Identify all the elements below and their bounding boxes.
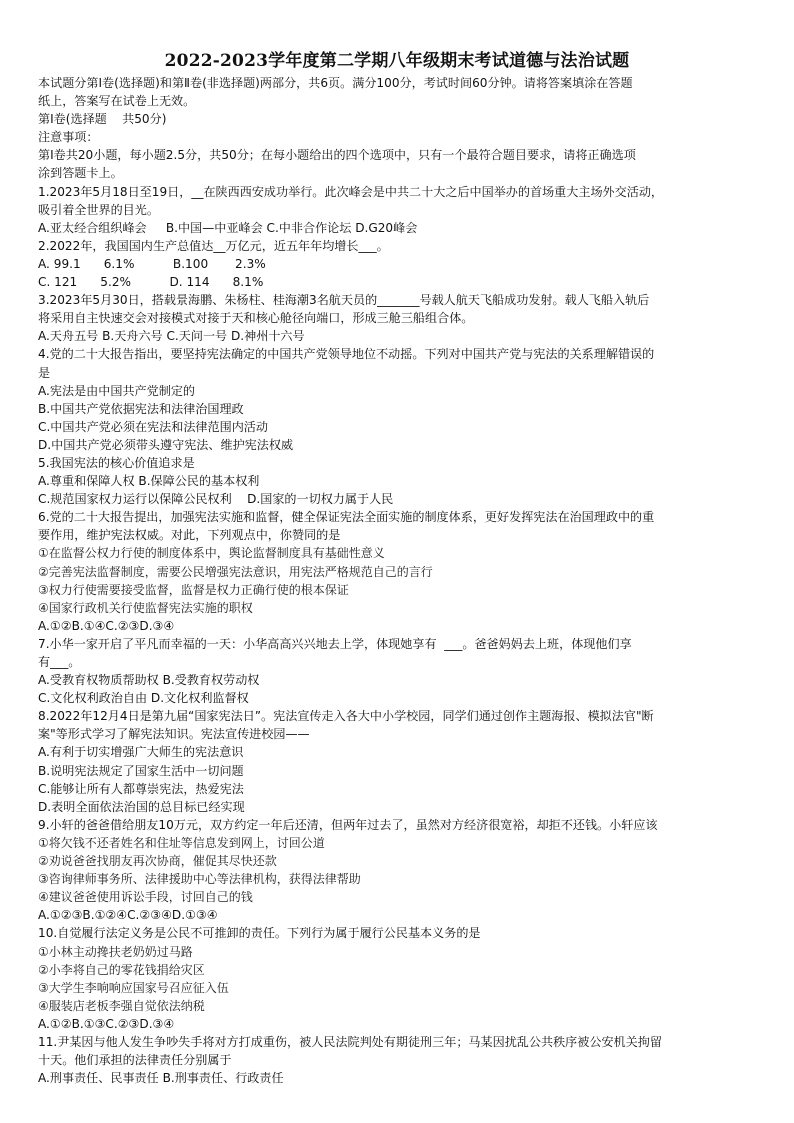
instruction-line: 注意事项： (38, 130, 99, 145)
answer-options-line: C.能够让所有人都尊崇宪法，热爱宪法 (38, 781, 244, 796)
statement-item: ④建议爸爸使用诉讼手段，讨回自己的钱 (38, 890, 253, 905)
answer-options-line: A.宪法是由中国共产党制定的 (38, 383, 196, 398)
question-stem-line: 5.我国宪法的核心价值追求是 (38, 455, 195, 470)
answer-options-line: C.文化权利政治自由 D.文化权利监督权 (38, 691, 249, 706)
statement-item: ③咨询律师事务所、法律援助中心等法律机构，获得法律帮助 (38, 872, 361, 887)
question-stem-line: 7.小华一家开启了平凡而幸福的一天：小华高高兴兴地去上学，体现她享有 ___。爸爸妈妈去上班，体现他们享 (38, 636, 632, 651)
question-block (38, 635, 756, 707)
statement-item: ②劝说爸爸找朋友再次协商，催促其尽快还款 (38, 854, 277, 869)
answer-options-line: A. 99.1 6.1% B.100 2.3% (38, 256, 266, 271)
question-stem-line: 8.2022年12月4日是第九届“国家宪法日”。宪法宣传走入各大中小学校园，同学们通过创作主题海报、模拟法官"断 (38, 709, 654, 724)
answer-options-line: A.刑事责任、民事责任 B.刑事责任、行政责任 (38, 1071, 284, 1086)
question-block (38, 454, 756, 508)
question-stem-line: 4.党的二十大报告指出，要坚持宪法确定的中国共产党领导地位不动摇。下列对中国共产党与宪法的关系理解错误的 (38, 347, 655, 362)
exam-page (38, 50, 756, 1087)
answer-options-line: C.规范国家权力运行以保障公民权利 D.国家的一切权力属于人民 (38, 492, 394, 507)
question-stem-line: 十天。他们承担的法律责任分别属于 (38, 1053, 232, 1068)
statement-item: ②小李将自己的零花钱捐给灾区 (38, 962, 205, 977)
instruction-line: 第Ⅰ卷(选择题 共50分) (38, 112, 167, 127)
exam-instructions (38, 74, 756, 183)
answer-options-line: D.表明全面依法治国的总目标已经实现 (38, 799, 245, 814)
statement-item: ①将欠钱不还者姓名和住址等信息发到网上，讨回公道 (38, 835, 325, 850)
question-stem-line: 有___。 (38, 655, 81, 669)
answer-options-line: A.天舟五号 B.天舟六号 C.天问一号 D.神州十六号 (38, 329, 305, 344)
answer-options-line: A.受教育权物质帮助权 B.受教育权劳动权 (38, 673, 260, 688)
question-block (38, 345, 756, 454)
question-stem-line: 要作用，维护宪法权威。对此，下列观点中，你赞同的是 (38, 528, 341, 543)
statement-item: ①在监督公权力行使的制度体系中，舆论监督制度具有基础性意义 (38, 546, 385, 561)
statement-item: ④服装店老板李强自觉依法纳税 (38, 998, 205, 1013)
question-stem-line: 将采用自主快速交会对接模式对接于天和核心舱径向端口，形成三舱三船组合体。 (38, 311, 474, 326)
exam-title: 2022-2023学年度第二学期八年级期末考试道德与法治试题 (164, 51, 630, 71)
question-stem-line: 案"等形式学习了解宪法知识。宪法宣传进校园—— (38, 727, 310, 742)
instruction-line: 涂到答题卡上。 (38, 166, 123, 181)
answer-options-line: B.中国共产党依据宪法和法律治国理政 (38, 401, 244, 416)
instruction-line: 第Ⅰ卷共20小题，每小题2.5分，共50分；在每小题给出的四个选项中，只有一个最符合题目要求，请将正确选项 (38, 148, 636, 163)
question-stem-line: 3.2023年5月30日，搭载景海鹏、朱杨柱、桂海潮3名航天员的_______号载人航天飞船成功发射。载人飞船入轨后 (38, 293, 650, 308)
question-block (38, 237, 756, 291)
question-block (38, 816, 756, 925)
answer-options-line: A.①②③B.①②④C.②③④D.①③④ (38, 908, 218, 923)
question-block (38, 707, 756, 816)
question-stem-line: 11.尹某因与他人发生争吵失手将对方打成重伤，被人民法院判处有期徒刑三年；马某因扰乱公共秩序被公安机关拘留 (38, 1034, 662, 1049)
answer-options-line: B.说明宪法规定了国家生活中一切问题 (38, 763, 244, 778)
question-block (38, 183, 756, 237)
question-block (38, 1033, 756, 1087)
question-block (38, 924, 756, 1033)
question-stem-line: 2.2022年，我国国内生产总值达__万亿元，近五年年均增长___。 (38, 238, 389, 253)
instruction-line: 纸上，答案写在试卷上无效。 (38, 94, 196, 109)
question-list (38, 183, 756, 1088)
question-block (38, 508, 756, 635)
statement-item: ①小林主动搀扶老奶奶过马路 (38, 944, 193, 959)
answer-options-line: A.①②B.①③C.②③D.③④ (38, 1016, 175, 1031)
question-stem-line: 是 (38, 365, 51, 380)
answer-options-line: A.尊重和保障人权 B.保障公民的基本权利 (38, 474, 260, 489)
statement-item: ④国家行政机关行使监督宪法实施的职权 (38, 600, 253, 615)
answer-options-line: A.有利于切实增强广大师生的宪法意识 (38, 745, 244, 760)
answer-options-line: C. 121 5.2% D. 114 8.1% (38, 275, 264, 290)
answer-options-line: C.中国共产党必须在宪法和法律范围内活动 (38, 419, 268, 434)
statement-item: ②完善宪法监督制度，需要公民增强宪法意识，用宪法严格规范自己的言行 (38, 564, 433, 579)
question-stem-line: 1.2023年5月18日至19日，__在陕西西安成功举行。此次峰会是中共二十大之后中国举办的首场重大主场外交活动， (38, 184, 664, 199)
answer-options-line: A.①②B.①④C.②③D.③④ (38, 618, 175, 633)
answer-options-line: A.亚太经合组织峰会 B.中国—中亚峰会 C.中非合作论坛 D.G20峰会 (38, 220, 418, 235)
instruction-line: 本试题分第Ⅰ卷(选择题)和第Ⅱ卷(非选择题)两部分，共6页。满分100分，考试时间60分钟。请将答案填涂在答题 (38, 76, 633, 90)
question-stem-line: 6.党的二十大报告提出，加强宪法实施和监督，健全保证宪法全面实施的制度体系，更好发挥宪法在治国理政中的重 (38, 510, 655, 525)
question-stem-line: 10.自觉履行法定义务是公民不可推卸的责任。下列行为属于履行公民基本义务的是 (38, 926, 481, 941)
question-block (38, 291, 756, 345)
question-stem-line: 9.小轩的爸爸借给朋友10万元，双方约定一年后还清，但两年过去了，虽然对方经济很宽裕，却拒不还钱。小轩应该 (38, 817, 658, 832)
answer-options-line: D.中国共产党必须带头遵守宪法、维护宪法权威 (38, 437, 294, 452)
statement-item: ③大学生李响响应国家号召应征入伍 (38, 980, 229, 995)
question-stem-line: 吸引着全世界的目光。 (38, 202, 159, 217)
statement-item: ③权力行使需要接受监督，监督是权力正确行使的根本保证 (38, 582, 349, 597)
